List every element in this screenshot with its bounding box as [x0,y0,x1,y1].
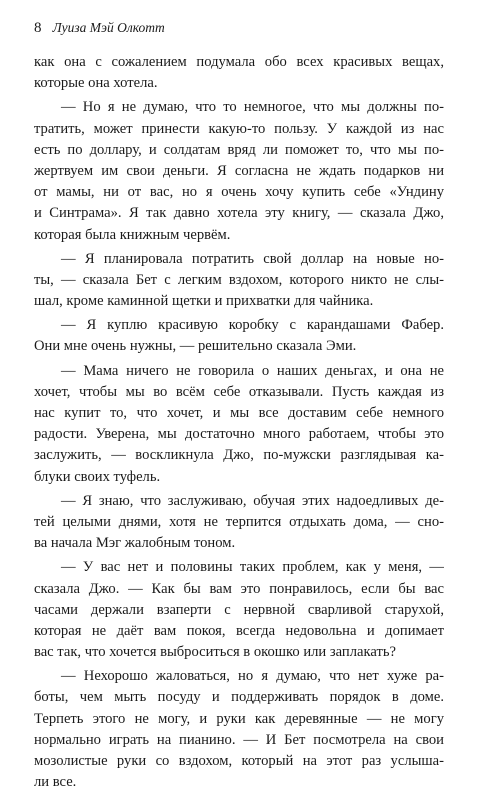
text-line: — Я куплю красивую коробку с карандашами Фабер. [61,317,444,334]
running-head [34,20,165,36]
text-line: — Мама ничего не говорила о наших деньгах, и она не [61,362,444,379]
text-line: Они мне очень нужны, — решительно сказала Эми. [34,338,357,355]
text-line: тратить, может принести какую-то пользу. У каждой из нас [34,120,444,137]
text-line: нормально играть на пианино. — И Бет посмотрела на свои [34,731,444,748]
text-line: которая не даёт вам покоя, всегда недовольна и допимает [34,622,444,639]
text-line: ва начала Мэг жалобным тоном. [34,535,236,552]
text-line: Терпеть этого не могу, и руки как деревянные — не могу [34,710,444,727]
text-line: радости. Уверена, мы достаточно много работаем, чтобы это [34,426,444,443]
text-line: хочет, чтобы мы во всём себе отказывали. Пусть каждая из [34,383,444,400]
body-text [34,52,444,793]
text-line: шал, кроме каминной щетки и прихватки для чайника. [34,293,374,310]
text-line: блуки своих туфель. [34,468,161,485]
text-line: сказала Джо. — Как бы вам это понравилось, если бы вас [34,580,444,597]
text-line: ли все. [34,774,77,791]
text-line: и Синтрама». Я так давно хотела эту книгу, — сказала Джо, [34,205,444,222]
text-line: — Нехорошо жаловаться, но я думаю, что нет хуже ра- [61,668,444,685]
text-line: — Но я не думаю, что то немногое, что мы должны по- [61,99,444,116]
text-line: вас так, что хочется выброситься в окошко или заплакать? [34,644,396,661]
text-line: мозолистые руки со вздохом, который на этот раз услыша- [34,753,444,769]
text-line: есть по доллару, и солдатам вряд ли поможет то, что мы по- [34,141,444,158]
text-line: — Я знаю, что заслуживаю, обучая этих надоедливых де- [61,492,444,509]
text-line: заслужить, — воскликнула Джо, по-мужски разглядывая ка- [34,447,444,464]
text-line: как она с сожалением подумала обо всех красивых вещах, [34,54,444,70]
text-line: которая была книжным червём. [34,226,231,243]
running-head-author: Луиза Мэй Олкотт [52,20,165,35]
text-line: которые она хотела. [34,75,158,92]
text-line: от мамы, ни от вас, но я очень хочу купить себе «Ундину [34,184,444,201]
text-line: боты, чем мыть посуду и поддерживать порядок в доме. [34,689,444,706]
text-line: нас купит то, что хочет, и мы все доставим себе немного [34,405,444,421]
text-line: — Я планировала потратить свой доллар на новые но- [61,250,444,267]
text-line: тей целыми днями, хотя не терпится отдыхать дома, — сно- [34,513,444,530]
text-line: ты, — сказала Бет с легким вздохом, которого никто не слы- [34,271,444,288]
text-line: часами держали взаперти с нервной сварливой старухой, [34,601,444,618]
page-number: 8 [34,20,42,36]
text-line: жертвуем им свои деньги. Я согласна не ждать подарков ни [34,162,444,179]
text-line: — У вас нет и половины таких проблем, как у меня, — [61,559,444,576]
